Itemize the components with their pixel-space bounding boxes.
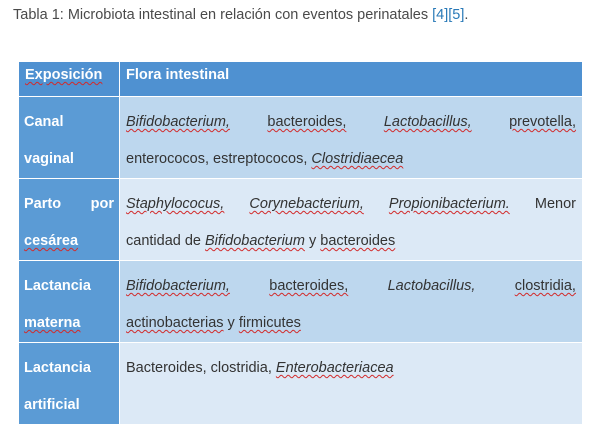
header-flora-intestinal: Flora intestinal [120, 62, 583, 97]
table-row [19, 261, 583, 343]
caption-period: . [464, 7, 469, 23]
row-label-canal-vaginal: Canal vaginal [19, 97, 120, 179]
row-content-lactancia-materna: Bifidobacterium, bacteroides, Lactobacillus, clostridia, actinobacterias y firmicutes [120, 261, 583, 343]
term-staphylococus: Staphylococus, [126, 196, 225, 212]
term-actinobacterias: actinobacterias [126, 315, 224, 331]
term-enterobacteriacea: Enterobacteriacea [275, 360, 394, 376]
table-header-row [19, 62, 583, 97]
term-lactobacillus: Lactobacillus, [383, 114, 472, 130]
row-content-lactancia-artificial: Bacteroides, clostridia, Enterobacteriacea [120, 343, 583, 425]
term-propionibacterium: Propionibacterium. [388, 196, 510, 212]
row-label-parto-por-cesarea: Parto por cesárea [19, 179, 120, 261]
term-bacteroides: bacteroides [320, 233, 396, 249]
term-clostridia: clostridia, [514, 278, 576, 294]
row-label-lactancia-materna: Lactancia materna [19, 261, 120, 343]
term-firmicutes: firmicutes [238, 315, 301, 331]
table-row [19, 179, 583, 261]
row-content-parto-por-cesarea: Staphylococus, Corynebacterium, Propionibacterium. Menor cantidad de Bifidobacterium y bacteroides [120, 179, 583, 261]
term-bacteroides: bacteroides, [267, 114, 347, 130]
term-clostridiaecea: Clostridiaecea [311, 151, 404, 167]
term-bifidobacterium: Bifidobacterium, [126, 278, 230, 294]
header-exposicion: Exposición [19, 62, 120, 97]
table-caption [13, 7, 468, 23]
term-corynebacterium: Corynebacterium, [249, 196, 364, 212]
term-bifidobacterium: Bifidobacterium, [126, 114, 230, 130]
table-row [19, 97, 583, 179]
term-bifidobacterium: Bifidobacterium [205, 233, 305, 249]
term-lactobacillus: Lactobacillus, [387, 278, 476, 294]
term-bacteroides: bacteroides, [269, 278, 349, 294]
term-prevotella: prevotella, [509, 114, 576, 130]
row-label-lactancia-artificial: Lactancia artificial [19, 343, 120, 425]
microbiota-table [18, 61, 583, 425]
table-row [19, 343, 583, 425]
row-content-canal-vaginal: Bifidobacterium, bacteroides, Lactobacillus, prevotella, enterococos, estreptococos, Clostridiaecea [120, 97, 583, 179]
caption-references-link[interactable]: [4][5] [432, 7, 465, 23]
term-menor: Menor [534, 196, 576, 212]
caption-text: Tabla 1: Microbiota intestinal en relación con eventos perinatales [13, 7, 433, 23]
